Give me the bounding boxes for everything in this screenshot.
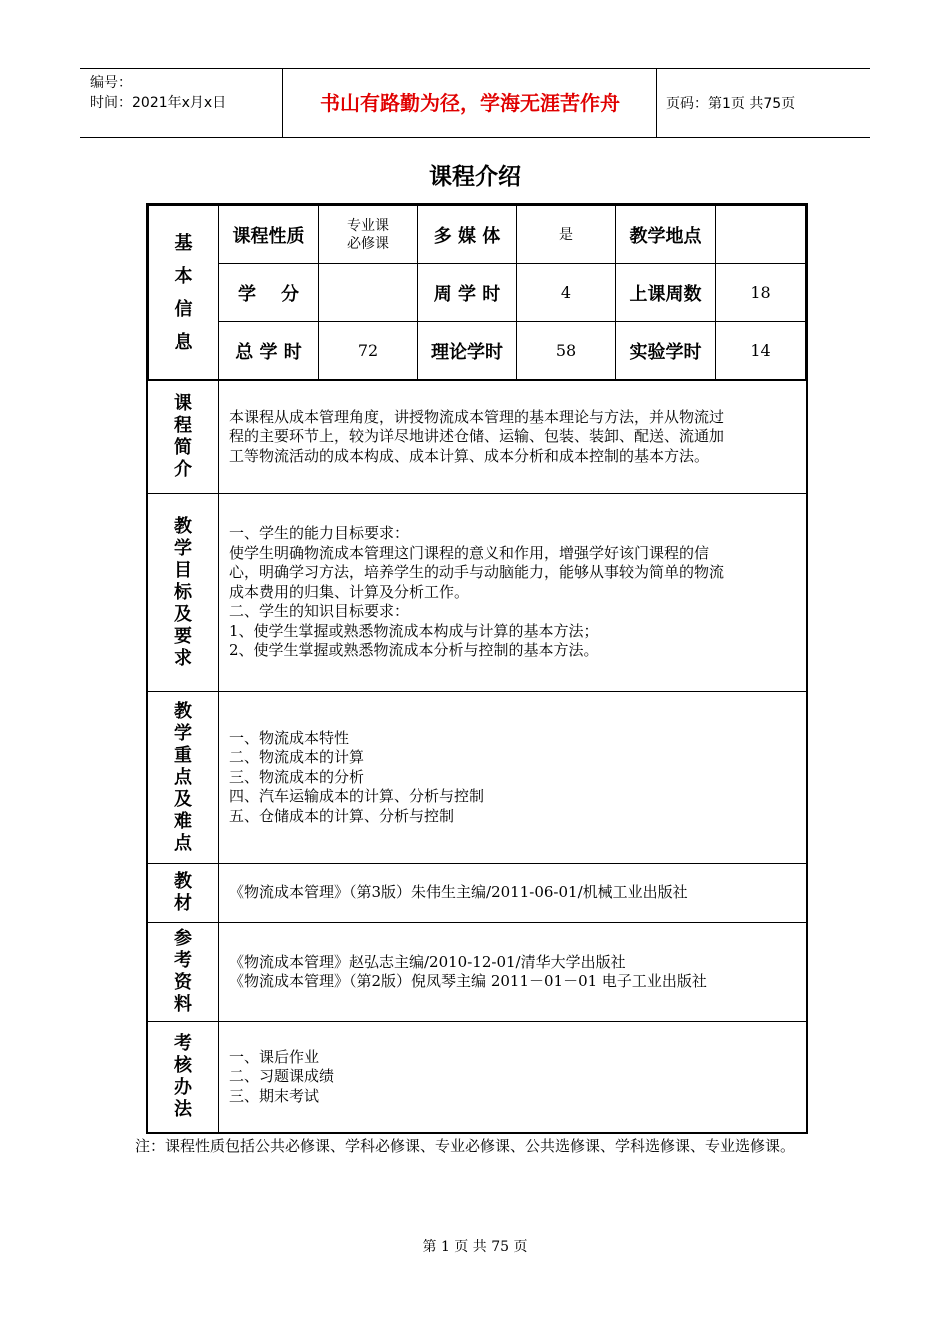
total-hours-label: 总 学 时 <box>219 322 319 380</box>
assessment-label: 考 核 办 法 <box>148 1022 219 1132</box>
intro-text: 本课程从成本管理角度，讲授物流成本管理的基本理论与方法，并从物流过 程的主要环节上，较为详尽地讲述仓储、运输、包装、装卸、配送、流通加 工等物流活动的成本构成、成本计算、成本分析和成本控制的基本方法。 <box>229 407 725 465</box>
code-label: 编号： <box>90 75 132 91</box>
course-table <box>146 203 808 1134</box>
total-hours-value: 72 <box>319 322 418 380</box>
header-meta <box>90 73 226 113</box>
lab-hours-label: 实验学时 <box>616 322 716 380</box>
goals-row <box>148 493 806 691</box>
header-divider <box>282 69 283 137</box>
page-title: 课程介绍 <box>429 164 521 190</box>
header-motto: 书山有路勤为径，学海无涯苦作舟 <box>320 91 620 115</box>
page-header <box>80 68 870 138</box>
weeks-label: 上课周数 <box>616 264 716 322</box>
textbook-text: 《物流成本管理》（第3版）朱伟生主编/2011-06-01/机械工业出版社 <box>229 883 688 902</box>
references-label: 参 考 资 料 <box>148 923 219 1021</box>
lab-hours-value: 14 <box>716 322 806 380</box>
keypoints-text: 一、物流成本特性 二、物流成本的计算 三、物流成本的分析 四、汽车运输成本的计算、分析与控制 五、仓储成本的计算、分析与控制 <box>229 728 485 825</box>
credit-label: 学 分 <box>219 264 319 322</box>
goals-label: 教 学 目 标 及 要 求 <box>148 494 219 691</box>
header-divider <box>656 69 657 137</box>
media-value: 是 <box>517 206 616 264</box>
goals-text: 一、学生的能力目标要求： 使学生明确物流成本管理这门课程的意义和作用，增强学好该门课程的信 心，明确学习方法，培养学生的动手与动脑能力，能够从事较为简单的物流 成本费用的归集、计算及分析工作。 二、学生的知识目标要求： 1、使学生掌握或熟悉物流成本构成与计算的基本方法； 2、使学生掌握或熟悉物流成本分析与控制的基本方法。 <box>229 524 725 660</box>
nature-label: 课程性质 <box>219 206 319 264</box>
textbook-label: 教 材 <box>148 864 219 922</box>
references-row <box>148 922 806 1021</box>
assessment-text: 一、课后作业 二、习题课成绩 三、期末考试 <box>229 1047 335 1105</box>
header-page-info: 页码：第1页 共75页 <box>666 96 796 112</box>
basic-info-label-text: 基 本 信 息 <box>174 232 193 353</box>
weeks-value: 18 <box>716 264 806 322</box>
nature-value: 专业课 必修课 <box>319 206 418 264</box>
keypoints-row <box>148 691 806 863</box>
weekly-hours-value: 4 <box>517 264 616 322</box>
keypoints-label: 教 学 重 点 及 难 点 <box>148 692 219 863</box>
location-label: 教学地点 <box>616 206 716 264</box>
basic-info-table <box>148 205 806 380</box>
footnote: 注：课程性质包括公共必修课、学科必修课、专业必修课、公共选修课、学科选修课、专业选修课。 <box>135 1137 796 1155</box>
weekly-hours-label: 周 学 时 <box>418 264 517 322</box>
theory-hours-value: 58 <box>517 322 616 380</box>
theory-hours-label: 理论学时 <box>418 322 517 380</box>
textbook-row <box>148 863 806 922</box>
time-label: 时间：2021年x月x日 <box>90 95 227 111</box>
intro-row <box>148 380 806 493</box>
intro-label: 课 程 简 介 <box>148 381 219 493</box>
page-footer: 第 1 页 共 75 页 <box>422 1239 528 1255</box>
assessment-row <box>148 1021 806 1132</box>
references-text: 《物流成本管理》赵弘志主编/2010-12-01/清华大学出版社 《物流成本管理》（第2版）倪凤琴主编 2011－01－01 电子工业出版社 <box>229 952 707 990</box>
media-label: 多 媒 体 <box>418 206 517 264</box>
basic-info-label <box>149 206 219 380</box>
location-value <box>716 206 806 264</box>
credit-value <box>319 264 418 322</box>
